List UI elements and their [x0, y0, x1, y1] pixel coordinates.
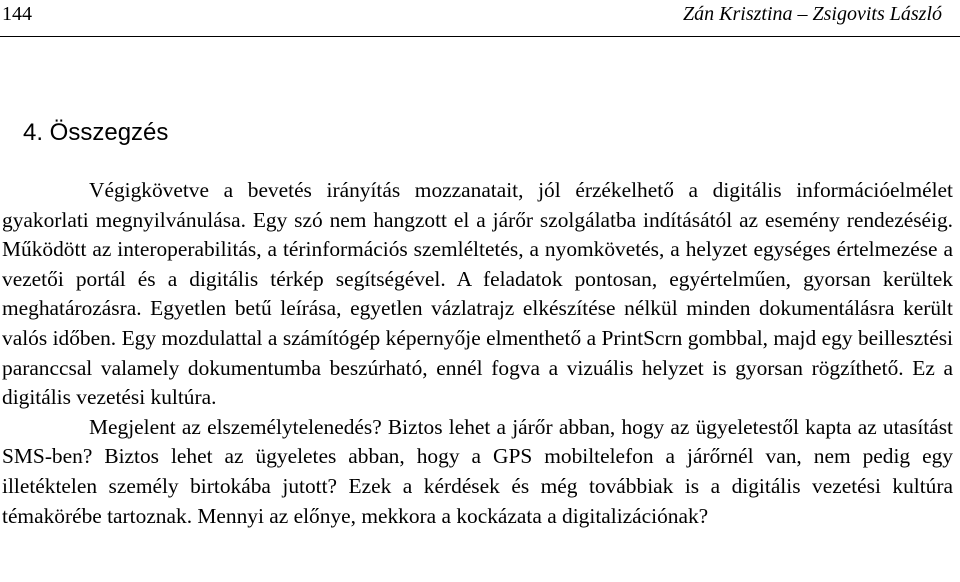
body-text [2, 176, 953, 531]
section-heading: 4. Összegzés [23, 119, 169, 146]
running-head-authors: Zán Krisztina – Zsigovits László [683, 3, 942, 25]
page-header [0, 0, 960, 37]
paragraph: Végigkövetve a bevetés irányítás mozzanatait, jól érzékelhető a digitális információelmélet gyakorlati megnyilvánulása. Egy szó nem hangzott el a járőr szolgálatba indításától az esemény rendezéséig. Működött az interoperabilitás, a térinformációs szemléltetés, a nyomkövetés, a helyzet egységes értelmezése a vezetői portál és a digitális térkép segítségével. A feladatok pontosan, egyértelműen, gyorsan kerültek meghatározásra. Egyetlen betű leírása, egyetlen vázlatrajz elkészítése nélkül minden dokumentálásra került valós időben. Egy mozdulattal a számítógép képernyője elmenthető a PrintScrn gombbal, majd egy beillesztési paranccsal valamely dokumentumba beszúrható, ennél fogva a vizuális helyzet is gyorsan rögzíthető. Ez a digitális vezetési kultúra. [2, 178, 953, 410]
page-number: 144 [2, 3, 32, 25]
paragraph: Megjelent az elszemélytelenedés? Biztos lehet a járőr abban, hogy az ügyeletestől kapta az utasítást SMS-ben? Biztos lehet az ügyeletes abban, hogy a GPS mobiltelefon a járőrnél van, nem pedig egy illetéktelen személy birtokába jutott? Ezek a kérdések és még továbbiak is a digitális vezetési kultúra témakörébe tartoznak. Mennyi az előnye, mekkora a kockázata a digitalizációnak? [2, 414, 953, 528]
